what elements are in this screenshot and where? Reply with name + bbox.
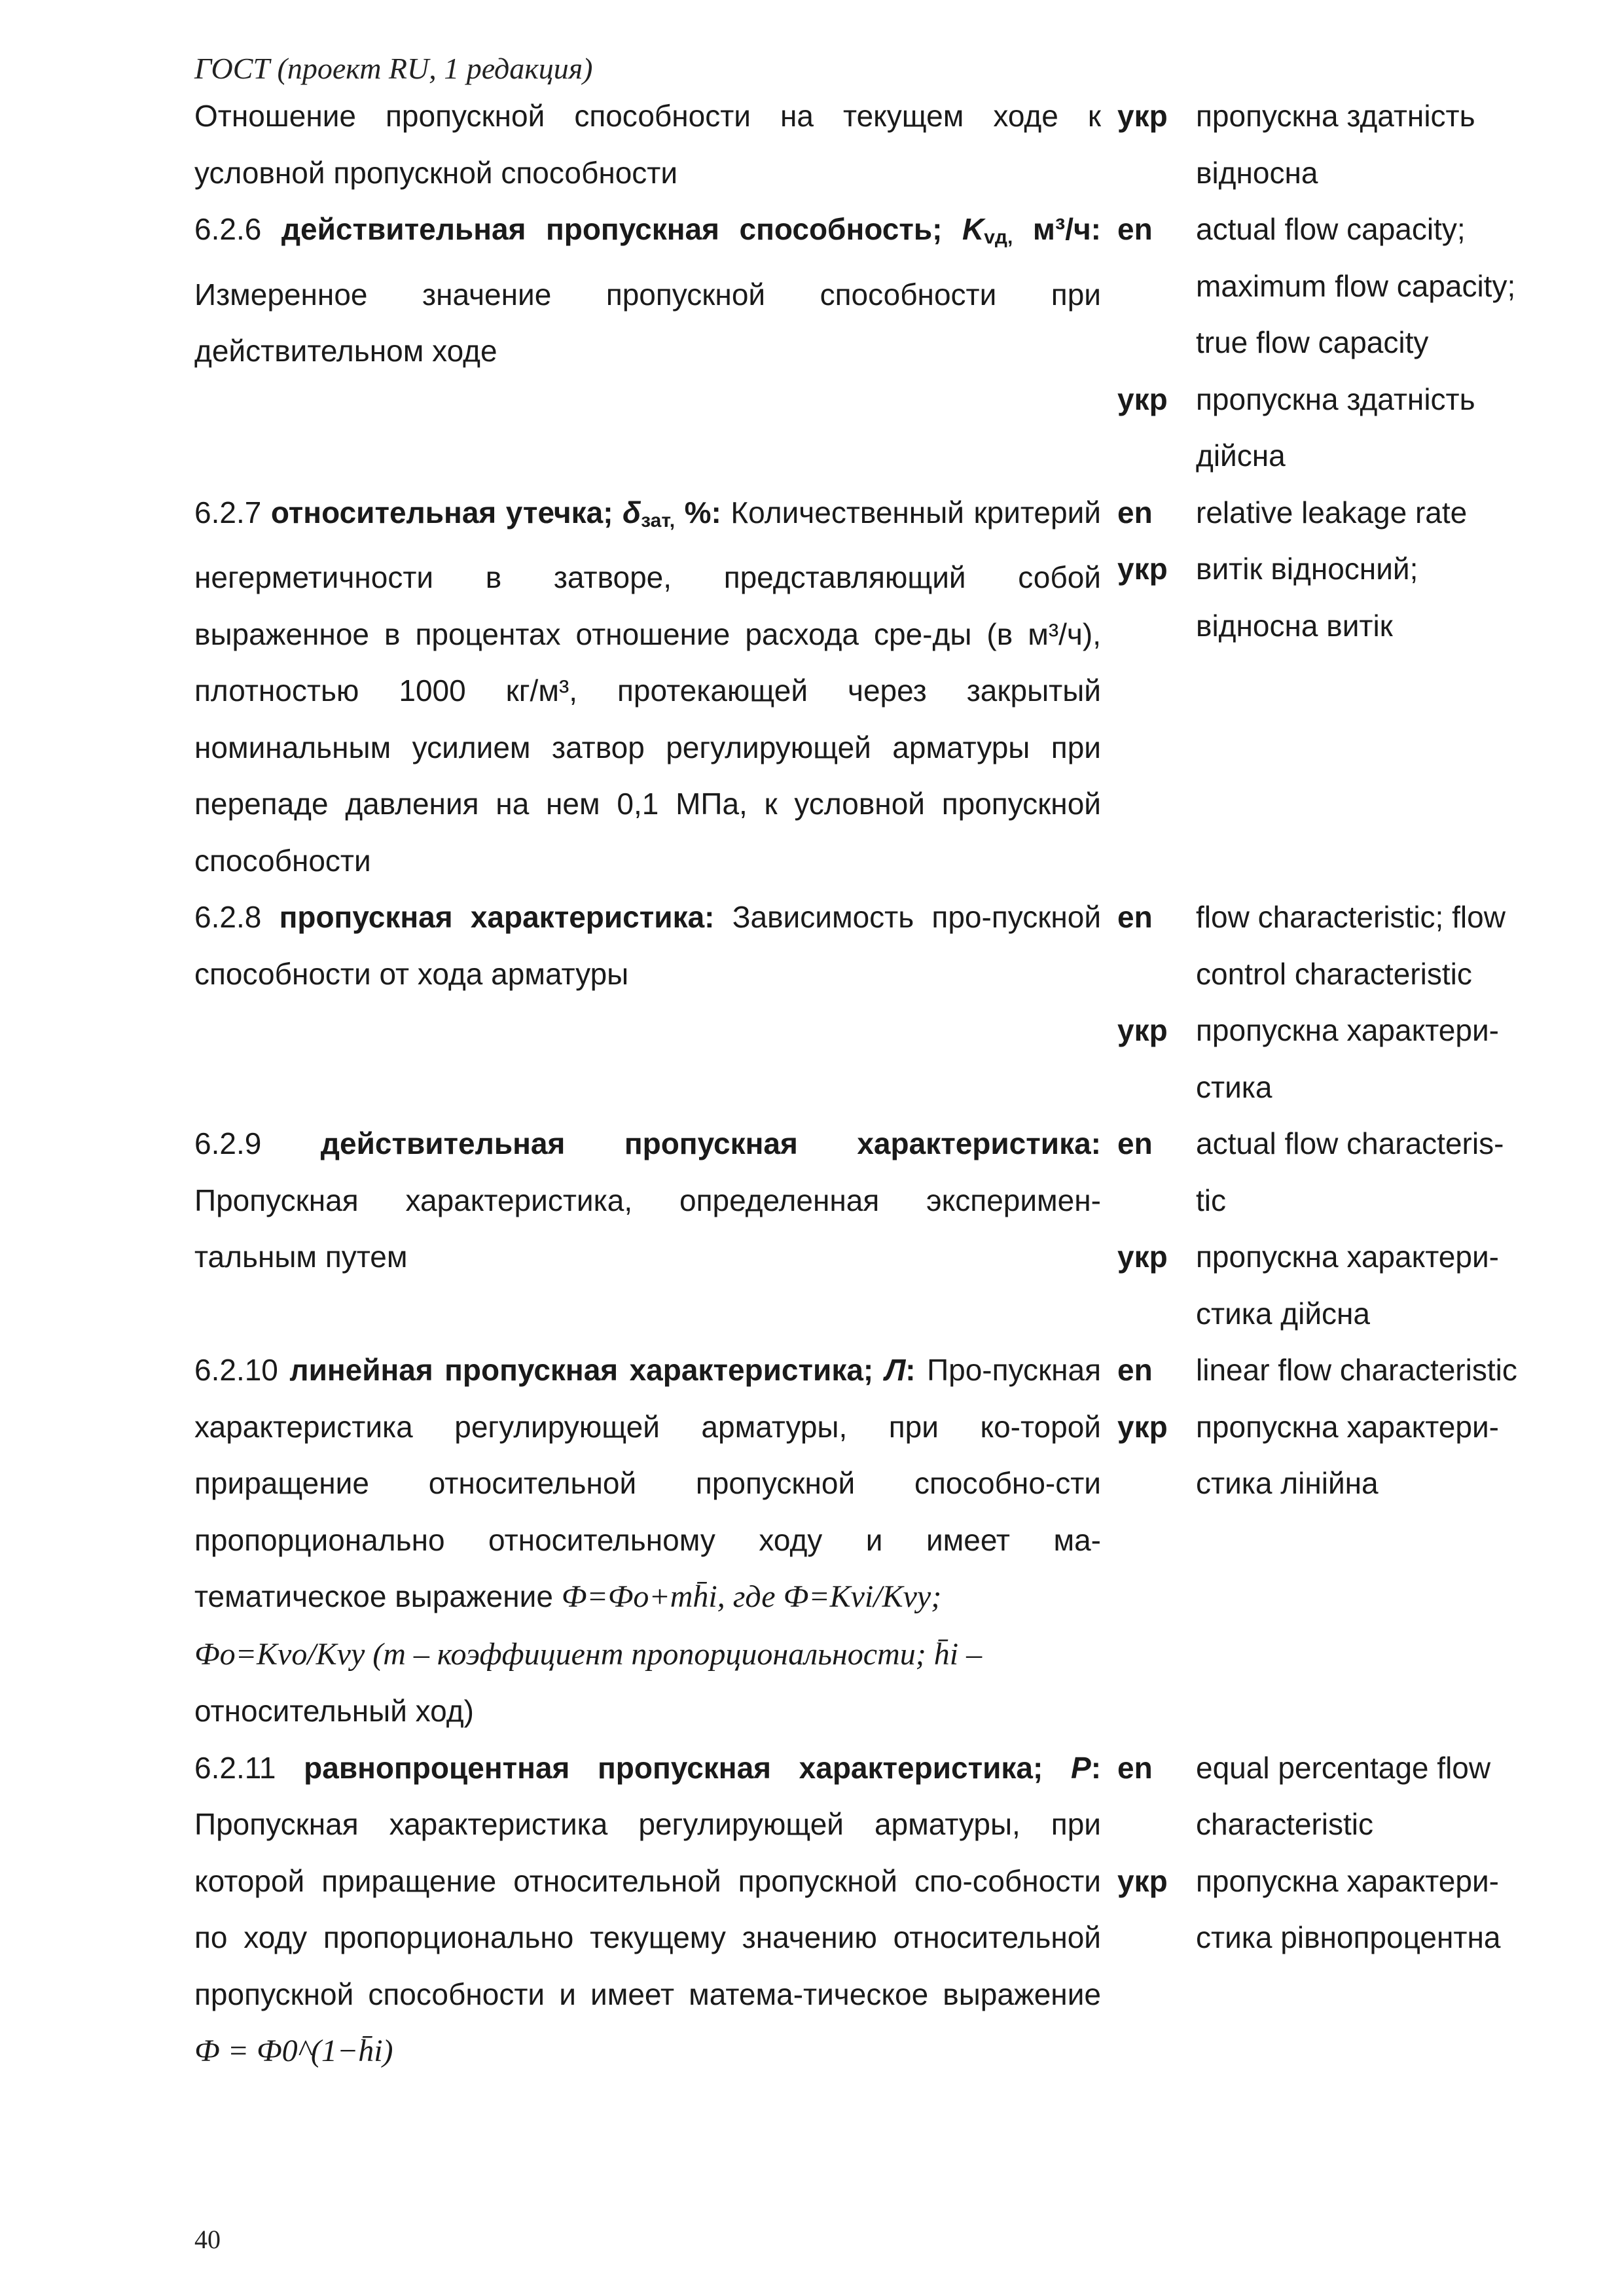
equivalent-line: пропускна здатність — [1196, 99, 1475, 133]
equivalent-line: стика — [1196, 1069, 1272, 1104]
lang-row — [1117, 1115, 1562, 1229]
lang-row — [1117, 1853, 1562, 1966]
lang-code: укр — [1117, 1240, 1168, 1274]
lang-row — [1117, 201, 1562, 371]
term-entry — [194, 1115, 1562, 1342]
lang-code: en — [1117, 212, 1153, 246]
lang-code: укр — [1117, 99, 1168, 133]
term-equivalents — [1117, 889, 1562, 1115]
equivalent-line: пропускна характери- — [1196, 1240, 1499, 1274]
term-definition: Количественный критерий негерметичности в затворе, представляющий собой выраженное в процентах отношение расхода сре-ды (в м³/ч), плотностью 1000 кг/м³, протекающей через закрытый номинальным усилием затвор регулирующей арматуры при перепаде давления на нем 0,1 МПа, к условной пропускной способности — [194, 495, 1101, 878]
symbol-subscript: зат, — [641, 509, 676, 531]
term-heading: пропускная характеристика: — [279, 900, 715, 934]
equivalent-line: actual flow capacity; — [1196, 212, 1466, 246]
term-definition-column — [194, 1115, 1101, 1285]
term-definition-column — [194, 484, 1101, 889]
equivalent-line: maximum flow capacity; — [1196, 268, 1516, 303]
lang-row — [1117, 371, 1562, 484]
term-number: 6.2.6 — [194, 212, 262, 246]
equivalent-line: characteristic — [1196, 1807, 1373, 1841]
equivalent-line: відносна — [1196, 155, 1318, 190]
lang-code: en — [1117, 1750, 1153, 1785]
term-definition-column — [194, 889, 1101, 1002]
equivalent-line: equal percentage flow — [1196, 1750, 1491, 1785]
term-equivalents — [1117, 1342, 1562, 1512]
term-definition: Пропускная характеристика регулирующей арматуры, при которой приращение относительной пропускной спо-собности по ходу пропорционально текущему значению относительной пропускной способности и имеет матема-тическое выражение — [194, 1807, 1101, 2011]
lang-code: укр — [1117, 552, 1168, 586]
lang-equivalent — [1196, 541, 1562, 654]
term-unit: %: — [684, 495, 721, 529]
lang-equivalent — [1196, 1002, 1562, 1115]
term-entry — [194, 484, 1562, 889]
lang-equivalent — [1196, 1740, 1562, 1853]
term-heading: линейная пропускная характеристика; — [289, 1353, 874, 1387]
lang-code: en — [1117, 900, 1153, 934]
lang-equivalent — [1196, 371, 1562, 484]
term-entry — [194, 201, 1562, 484]
term-number: 6.2.10 — [194, 1353, 278, 1387]
term-entry — [194, 889, 1562, 1115]
equivalent-line: витік відносний; — [1196, 552, 1418, 586]
lang-row — [1117, 889, 1562, 1002]
lang-code: en — [1117, 495, 1153, 529]
term-heading: равнопроцентная пропускная характеристика; — [304, 1750, 1043, 1785]
equivalent-line: стика дійсна — [1196, 1296, 1371, 1331]
equivalent-line: true flow capacity — [1196, 325, 1429, 359]
lang-row — [1117, 1399, 1562, 1512]
page-number: 40 — [194, 2225, 221, 2254]
lang-equivalent — [1196, 1399, 1562, 1512]
term-equivalents — [1117, 201, 1562, 484]
lang-code: en — [1117, 1353, 1153, 1387]
term-entry — [194, 1342, 1562, 1740]
equivalent-line: стика лінійна — [1196, 1466, 1379, 1500]
term-number: 6.2.7 — [194, 495, 262, 529]
lang-code: укр — [1117, 1409, 1168, 1444]
lang-row — [1117, 1342, 1562, 1399]
symbol-letter: δ — [623, 495, 641, 529]
term-heading: относительная утечка; — [270, 495, 613, 529]
lang-code: en — [1117, 1126, 1153, 1160]
equivalent-line: flow characteristic; flow — [1196, 900, 1506, 934]
lang-equivalent — [1196, 1229, 1562, 1342]
term-definition-end: относительный ход) — [194, 1694, 474, 1728]
term-heading: действительная пропускная способность; — [281, 212, 943, 246]
term-definition: Пропускная характеристика, определенная эксперимен-тальным путем — [194, 1183, 1101, 1274]
equivalent-line: дійсна — [1196, 439, 1286, 473]
equivalent-line: control characteristic — [1196, 956, 1472, 991]
lang-code: укр — [1117, 382, 1168, 416]
lang-equivalent — [1196, 201, 1562, 371]
term-equivalents — [1117, 88, 1562, 201]
formula-linear: Ф=Фo+mh̄i, где Ф=Kvi/Kvy; — [561, 1579, 942, 1614]
lang-row — [1117, 1002, 1562, 1115]
term-symbol: P — [1071, 1750, 1091, 1785]
term-definition: Про-пускная характеристика регулирующей арматуры, при ко-торой приращение относительной пропускной способно-сти пропорционально относительному ходу и имеет ма-тематическое выражение — [194, 1353, 1102, 1613]
term-symbol — [623, 495, 675, 529]
symbol-letter: K — [962, 212, 984, 246]
lang-equivalent — [1196, 1853, 1562, 1966]
equivalent-line: пропускна характери- — [1196, 1013, 1499, 1047]
equivalent-line: пропускна характери- — [1196, 1863, 1499, 1898]
formula-linear-cont: Фo=Kvo/Kvy (m – коэффициент пропорциональности; h̄i – — [194, 1636, 983, 1672]
lang-equivalent — [1196, 1342, 1562, 1399]
term-entry — [194, 1740, 1562, 2080]
term-unit: : — [1091, 1750, 1102, 1785]
lang-equivalent — [1196, 88, 1562, 201]
term-definition: Зависимость про-пускной способности от хода арматуры — [194, 900, 1102, 991]
lang-row — [1117, 541, 1562, 654]
term-definition-column — [194, 1740, 1101, 2080]
term-definition-column — [194, 201, 1101, 380]
lang-equivalent — [1196, 1115, 1562, 1229]
term-definition: Отношение пропускной способности на текущем ходе к условной пропускной способности — [194, 99, 1101, 190]
term-equivalents — [1117, 484, 1562, 655]
term-definition-column — [194, 1342, 1101, 1740]
term-unit: : — [905, 1353, 916, 1387]
formula-equal-percentage: Ф = Ф0^(1−h̄i) — [194, 2034, 393, 2068]
term-equivalents — [1117, 1115, 1562, 1342]
term-symbol: Л — [884, 1353, 906, 1387]
equivalent-line: пропускна здатність — [1196, 382, 1475, 416]
term-symbol — [962, 212, 1013, 246]
term-heading: действительная пропускная характеристика: — [320, 1126, 1101, 1160]
term-number: 6.2.8 — [194, 900, 262, 934]
equivalent-line: actual flow characteris- — [1196, 1126, 1504, 1160]
term-definition: Измеренное значение пропускной способности при действительном ходе — [194, 277, 1101, 368]
lang-equivalent — [1196, 889, 1562, 1002]
term-equivalents — [1117, 1740, 1562, 1966]
equivalent-line: tic — [1196, 1183, 1226, 1217]
lang-row — [1117, 88, 1562, 201]
term-number: 6.2.11 — [194, 1750, 276, 1785]
term-entry — [194, 88, 1562, 201]
term-definition-column — [194, 88, 1101, 201]
lang-code: укр — [1117, 1013, 1168, 1047]
lang-equivalent — [1196, 484, 1562, 541]
equivalent-line: linear flow characteristic — [1196, 1353, 1517, 1387]
lang-row — [1117, 1229, 1562, 1342]
lang-code: укр — [1117, 1863, 1168, 1898]
term-unit: м³/ч: — [1032, 212, 1101, 246]
page-header: ГОСТ (проект RU, 1 редакция) — [194, 52, 593, 85]
equivalent-line: стика рівнопроцентна — [1196, 1920, 1501, 1954]
equivalent-line: relative leakage rate — [1196, 495, 1468, 529]
equivalent-line: відносна витік — [1196, 608, 1393, 643]
term-number: 6.2.9 — [194, 1126, 262, 1160]
lang-row — [1117, 484, 1562, 541]
terms-list — [194, 88, 1562, 2080]
lang-row — [1117, 1740, 1562, 1853]
symbol-subscript: vд, — [984, 226, 1013, 248]
equivalent-line: пропускна характери- — [1196, 1409, 1499, 1444]
